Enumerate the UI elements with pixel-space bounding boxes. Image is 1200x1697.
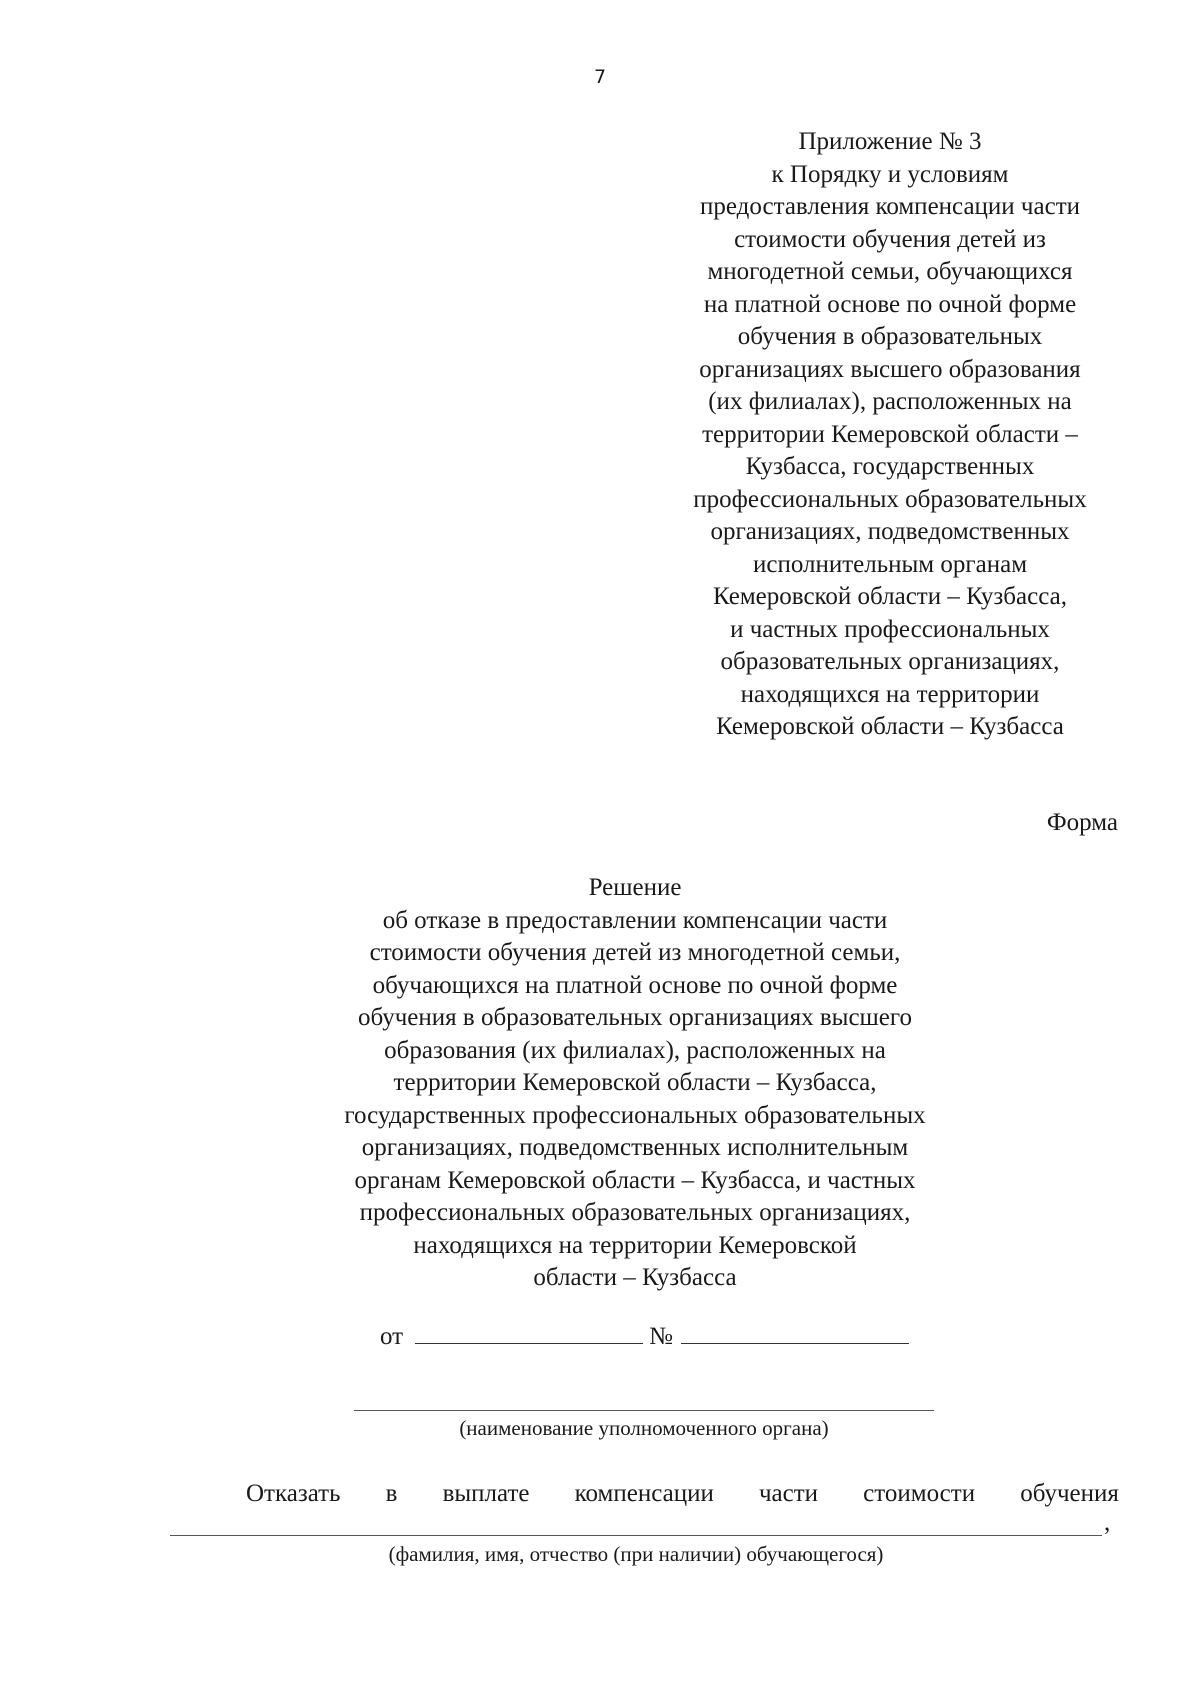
appendix-line: Кемеровской области – Кузбасса bbox=[716, 713, 1064, 740]
appendix-header bbox=[640, 126, 1140, 744]
appendix-line: территории Кемеровской области – bbox=[702, 420, 1078, 448]
refuse-word: компенсации bbox=[574, 1480, 714, 1507]
appendix-line: к Порядку и условиям bbox=[771, 160, 1009, 188]
refuse-word: стоимости bbox=[863, 1480, 976, 1507]
decision-line: органам Кемеровской области – Кузбасса, и частных bbox=[354, 1166, 916, 1194]
student-name-caption: (фамилия, имя, отчество (при наличии) обучающегося) bbox=[388, 1542, 884, 1566]
refuse-word: в bbox=[385, 1480, 398, 1507]
refuse-sentence bbox=[246, 1478, 1119, 1510]
appendix-line: многодетной семьи, обучающихся bbox=[707, 258, 1073, 285]
appendix-line: и частных профессиональных bbox=[730, 615, 1050, 643]
decision-line: стоимости обучения детей из многодетной семьи, bbox=[369, 939, 901, 966]
appendix-line: Кемеровской области – Кузбасса, bbox=[713, 583, 1067, 610]
refuse-word: Отказать bbox=[246, 1480, 341, 1507]
appendix-line: организациях, подведомственных bbox=[710, 518, 1070, 545]
date-field[interactable] bbox=[415, 1319, 643, 1344]
decision-line: области – Кузбасса bbox=[533, 1264, 737, 1291]
decision-title bbox=[235, 872, 1035, 1295]
authority-caption: (наименование уполномоченного органа) bbox=[459, 1416, 829, 1440]
student-name-field[interactable] bbox=[170, 1535, 1102, 1536]
form-label: Форма bbox=[1046, 809, 1118, 836]
number-field[interactable] bbox=[681, 1319, 909, 1344]
appendix-line: профессиональных образовательных bbox=[693, 485, 1087, 513]
decision-line: территории Кемеровской области – Кузбасса, bbox=[393, 1069, 877, 1096]
decision-line: об отказе в предоставлении компенсации части bbox=[382, 906, 888, 934]
decision-line: обучения в образовательных организациях высшего bbox=[357, 1004, 913, 1031]
refuse-word: обучения bbox=[1020, 1480, 1119, 1507]
from-label: от bbox=[380, 1323, 404, 1350]
appendix-line: исполнительным органам bbox=[752, 550, 1028, 578]
decision-line: государственных профессиональных образовательных bbox=[344, 1101, 926, 1129]
decision-line: организациях, подведомственных исполнительным bbox=[361, 1134, 909, 1161]
decision-line: Решение bbox=[588, 874, 682, 901]
appendix-line: стоимости обучения детей из bbox=[734, 225, 1046, 253]
decision-line: обучающихся на платной основе по очной форме bbox=[372, 971, 898, 999]
decision-line: профессиональных образовательных организациях, bbox=[359, 1199, 911, 1226]
appendix-line: находящихся на территории bbox=[740, 680, 1040, 708]
appendix-line: на платной основе по очной форме bbox=[703, 290, 1077, 318]
refuse-word: выплате bbox=[442, 1480, 530, 1507]
date-number-row bbox=[380, 1319, 909, 1353]
decision-line: образования (их филиалах), расположенных на bbox=[384, 1036, 886, 1064]
authority-name-field[interactable] bbox=[354, 1410, 934, 1411]
page-number: 7 bbox=[593, 66, 607, 88]
fio-comma: , bbox=[1104, 1509, 1111, 1536]
decision-line: находящихся на территории Кемеровской bbox=[413, 1231, 857, 1259]
appendix-line: образовательных организациях, bbox=[720, 648, 1060, 675]
appendix-line: обучения в образовательных bbox=[737, 323, 1043, 350]
refuse-word: части bbox=[758, 1480, 819, 1507]
appendix-line: (их филиалах), расположенных на bbox=[708, 388, 1072, 415]
appendix-line: предоставления компенсации части bbox=[700, 193, 1080, 220]
appendix-line: Кузбасса, государственных bbox=[745, 453, 1035, 480]
number-label: № bbox=[649, 1323, 673, 1350]
appendix-line: организациях высшего образования bbox=[699, 355, 1081, 383]
appendix-line: Приложение № 3 bbox=[798, 128, 982, 155]
